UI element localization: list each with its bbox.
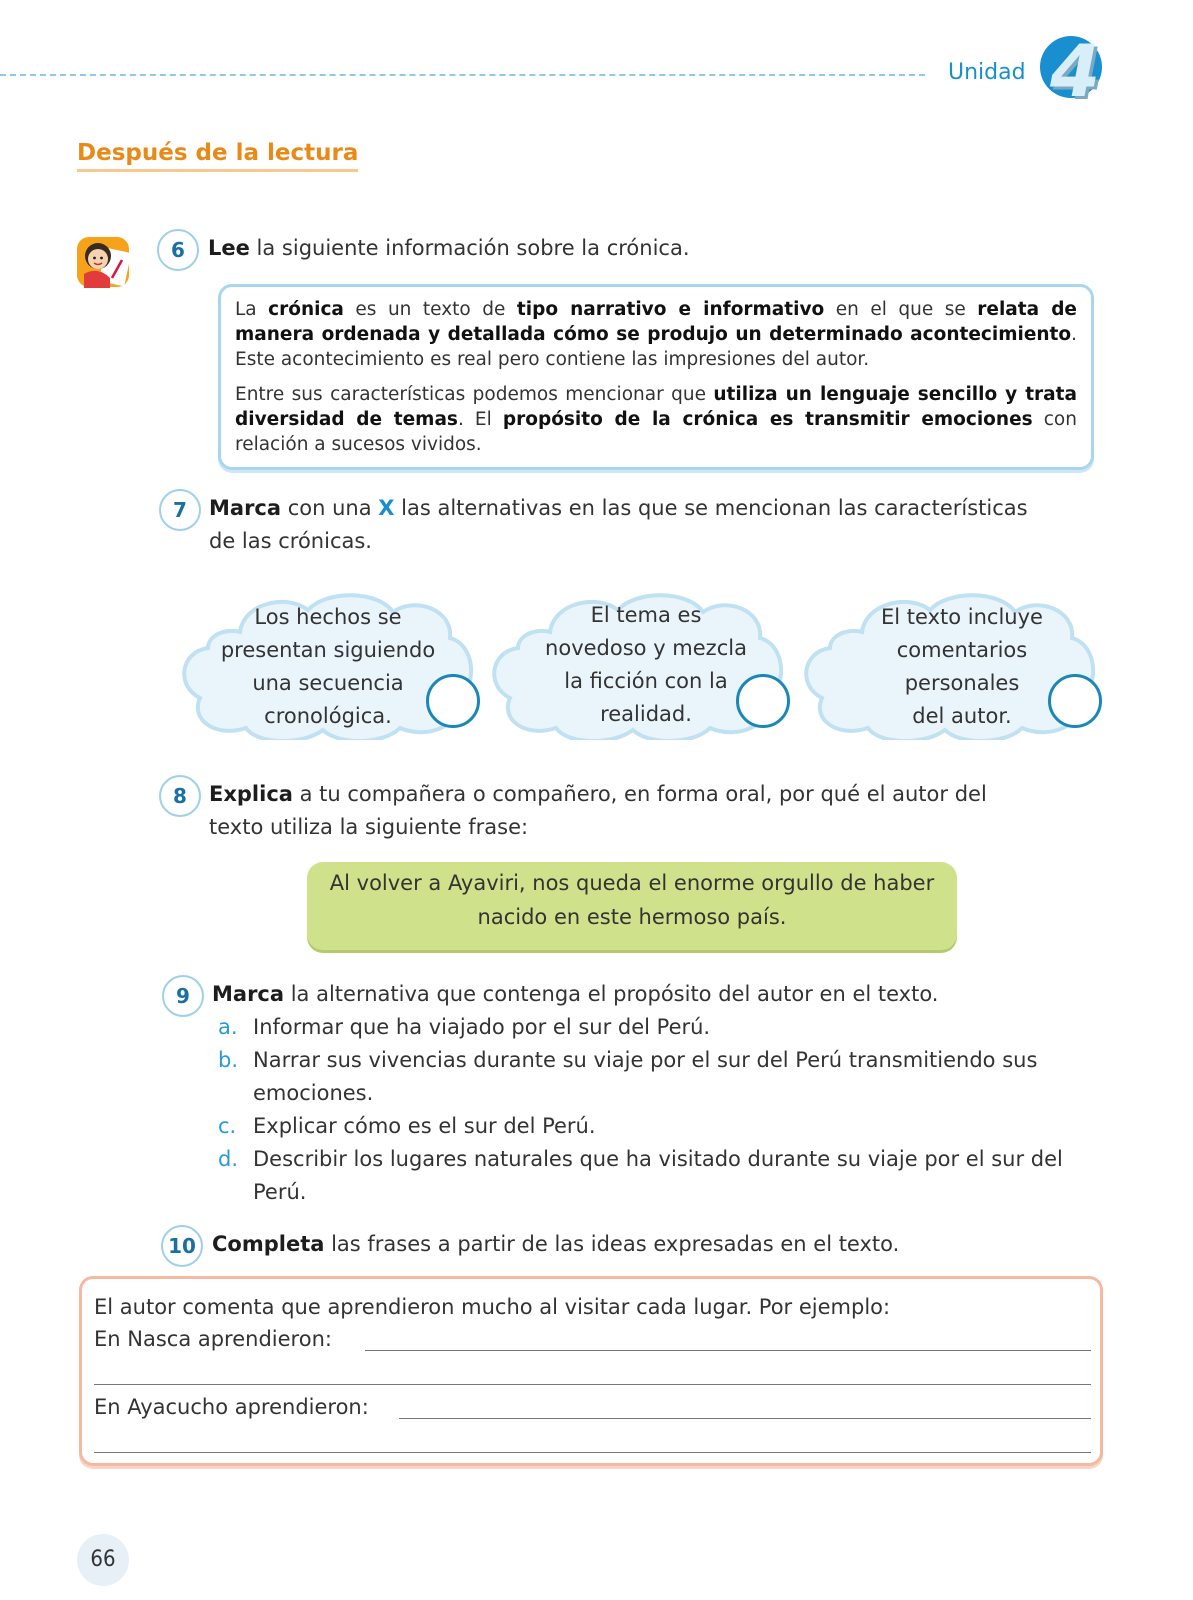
ayacucho-answer-line-2[interactable] <box>94 1452 1091 1453</box>
question-8-text-b: texto utiliza la siguiente frase: <box>209 815 529 839</box>
info-p1-segment: es un texto de <box>343 299 517 320</box>
question-9-text: la alternativa que contenga el propósito del autor en el texto. <box>284 982 939 1006</box>
question-8-prompt <box>209 778 1109 844</box>
info-p1-segment: La <box>235 299 269 320</box>
quote-text: Al volver a Ayaviri, nos queda el enorme orgullo de haber nacido en este hermoso país. <box>329 871 935 929</box>
question-number-8: 8 <box>159 775 201 817</box>
option-b-text[interactable]: Narrar sus vivencias durante su viaje por el sur del Perú transmitiendo sus emociones. <box>253 1048 1038 1105</box>
question-7-text-c: de las crónicas. <box>209 529 372 553</box>
unit-label: Unidad <box>948 60 1026 85</box>
chronicle-info-box <box>218 284 1094 470</box>
option-a-text[interactable]: Informar que ha viajado por el sur del Perú. <box>253 1015 711 1039</box>
question-6-verb: Lee <box>208 236 250 260</box>
question-7-prompt <box>209 492 1109 558</box>
question-6-text: la siguiente información sobre la crónica. <box>249 236 690 260</box>
question-number-10: 10 <box>161 1225 203 1267</box>
cloud-option-2-text: El tema es novedoso y mezcla la ficción con la realidad. <box>545 603 747 726</box>
question-10-verb: Completa <box>212 1232 325 1256</box>
info-p2-segment: propósito de la crónica es transmitir emociones <box>502 409 1033 430</box>
question-number-7: 7 <box>159 489 201 531</box>
question-7-text-a: con una <box>281 496 379 520</box>
student-writing-icon <box>74 234 132 290</box>
question-7-verb: Marca <box>209 496 282 520</box>
question-8-text-a: a tu compañera o compañero, en forma oral, por qué el autor del <box>292 782 987 806</box>
unit-number: 4 <box>1049 29 1101 113</box>
ayacucho-answer-line-1[interactable] <box>399 1418 1091 1419</box>
cloud-option-2-checkbox[interactable] <box>736 674 790 728</box>
cloud-option-1-text: Los hechos se presentan siguiendo una secuencia cronológica. <box>220 605 436 728</box>
option-c-letter[interactable]: c. <box>218 1114 237 1138</box>
option-d-letter[interactable]: d. <box>218 1147 239 1171</box>
nasca-answer-line-2[interactable] <box>94 1384 1091 1385</box>
info-paragraph-1 <box>235 297 1077 372</box>
question-7-text-b: las alternativas en las que se mencionan las características <box>394 496 1028 520</box>
ayacucho-label: En Ayacucho aprendieron: <box>94 1395 369 1419</box>
question-9-prompt <box>212 978 938 1011</box>
info-p2-segment: con relación a sucesos vividos. <box>235 409 1077 455</box>
info-p2-segment: . El <box>457 409 503 430</box>
question-number-6: 6 <box>157 229 199 271</box>
question-number-9: 9 <box>162 975 204 1017</box>
nasca-answer-line-1[interactable] <box>365 1350 1091 1351</box>
question-8-verb: Explica <box>209 782 293 806</box>
info-p1-segment: . Este acontecimiento es real pero contiene las impresiones del autor. <box>235 324 1077 370</box>
question-10-prompt <box>212 1228 899 1261</box>
option-a-letter[interactable]: a. <box>218 1015 238 1039</box>
question-10-text: las frases a partir de las ideas expresadas en el texto. <box>324 1232 900 1256</box>
info-paragraph-2 <box>235 382 1077 457</box>
info-p2-segment: utiliza un lenguaje sencillo y trata diversidad de temas <box>235 384 1077 430</box>
question-6-prompt <box>208 232 690 265</box>
info-p1-segment: tipo narrativo e informativo <box>516 299 825 320</box>
header-dashed-line <box>0 74 925 76</box>
nasca-label: En Nasca aprendieron: <box>94 1327 332 1351</box>
cloud-option-1-checkbox[interactable] <box>426 674 480 728</box>
cloud-option-3-checkbox[interactable] <box>1048 674 1102 728</box>
question-9-verb: Marca <box>212 982 285 1006</box>
page-number: 66 <box>90 1547 116 1572</box>
option-d-text[interactable]: Describir los lugares naturales que ha visitado durante su viaje por el sur del Perú. <box>253 1147 1063 1204</box>
cloud-option-3-text: El texto incluye comentarios personales del autor. <box>881 605 1043 728</box>
info-p1-segment: crónica <box>268 299 344 320</box>
info-p1-segment: relata de manera ordenada y detallada cómo se produjo un determinado acontecimiento <box>235 299 1077 345</box>
info-p2-segment: Entre sus características podemos mencionar que <box>235 384 714 405</box>
completion-intro: El autor comenta que aprendieron mucho al visitar cada lugar. Por ejemplo: <box>94 1295 891 1319</box>
section-title: Después de la lectura <box>77 140 358 172</box>
x-mark: X <box>378 496 395 520</box>
option-b-letter[interactable]: b. <box>218 1048 239 1072</box>
option-c-text[interactable]: Explicar cómo es el sur del Perú. <box>253 1114 596 1138</box>
info-p1-segment: en el que se <box>824 299 978 320</box>
